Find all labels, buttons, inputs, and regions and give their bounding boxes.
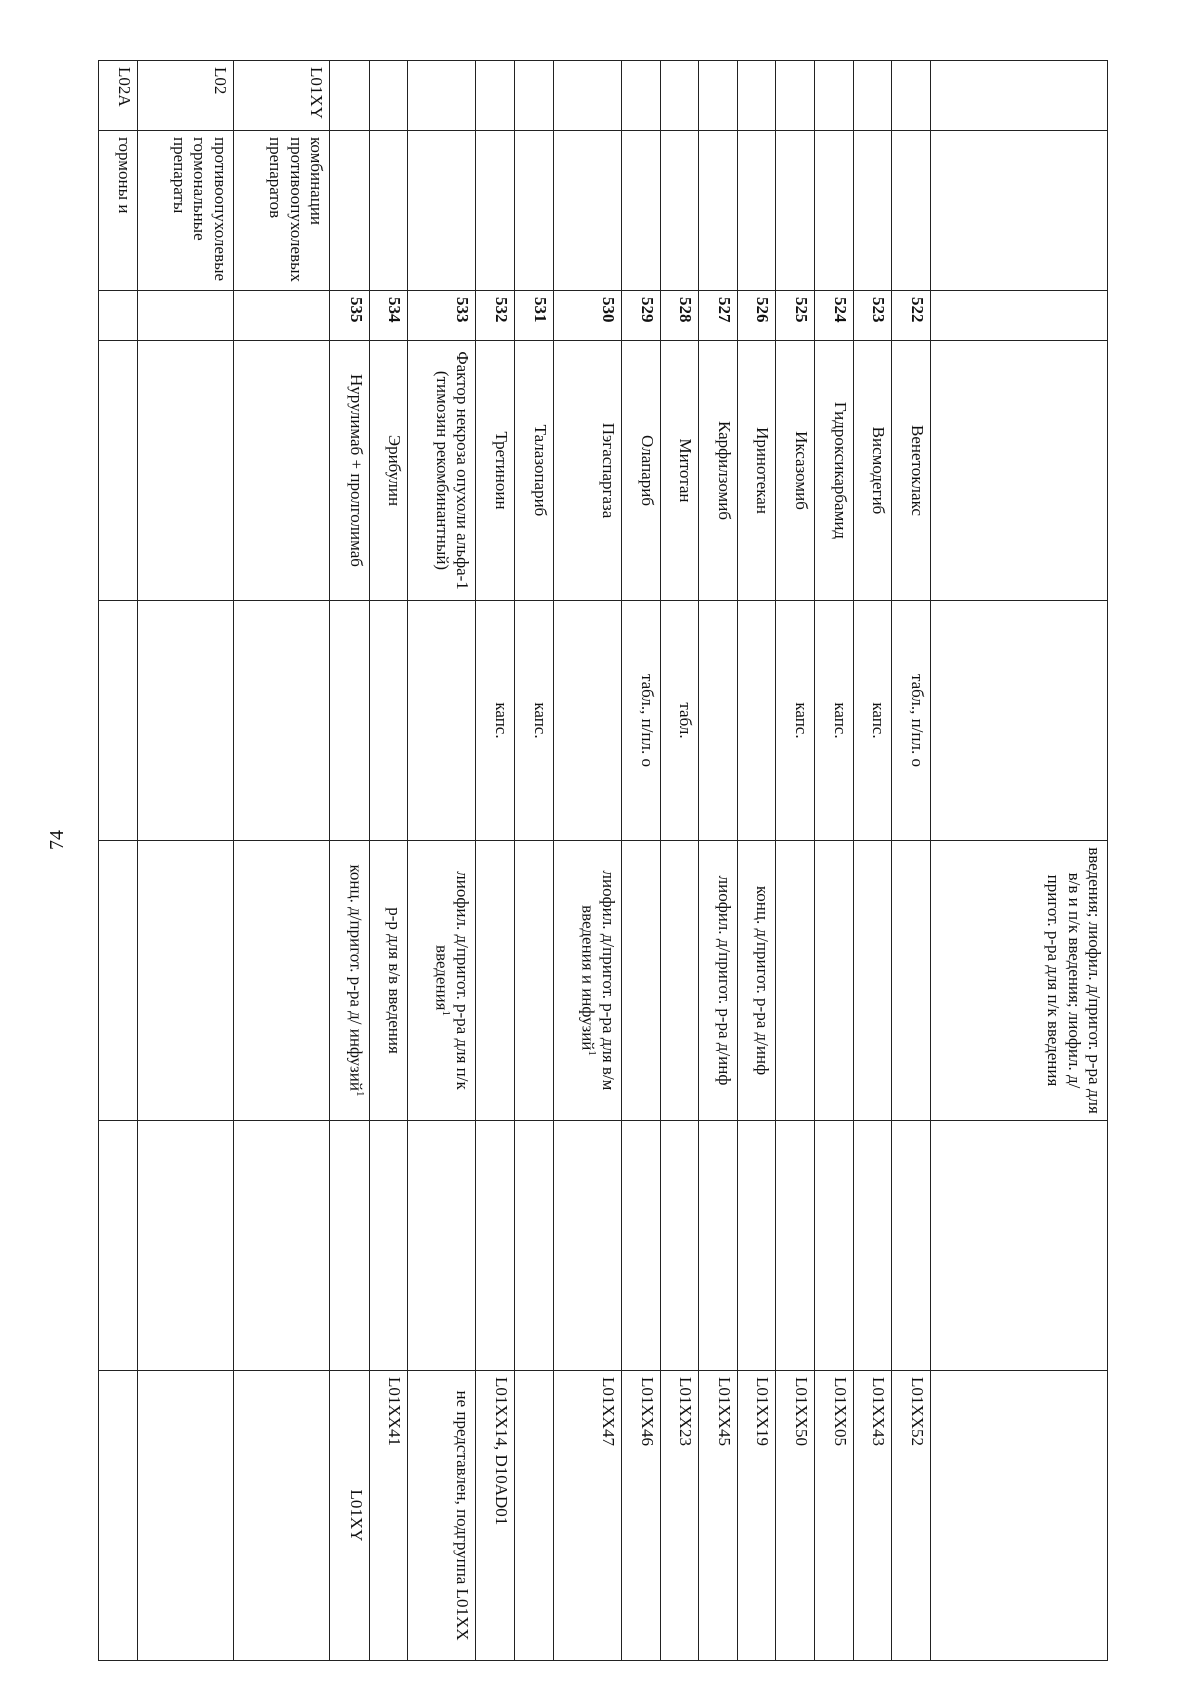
row-number: 524 — [815, 291, 854, 341]
injection-form-cell — [622, 841, 661, 1121]
row-number: 525 — [776, 291, 815, 341]
drug-name: Иринотекан — [737, 341, 776, 601]
drug-name: Иксазомиб — [776, 341, 815, 601]
row-number: 532 — [476, 291, 515, 341]
table-row — [515, 61, 554, 1661]
atc-code: L01XX43 — [853, 1371, 892, 1661]
oral-form-cell: капс. — [853, 601, 892, 841]
table-row — [776, 61, 815, 1661]
drug-name: Фактор некроза опухоли альфа-1 (тимозин рекомбинантный) — [408, 341, 476, 601]
drug-name: Эрибулин — [369, 341, 408, 601]
oral-form-cell: капс. — [476, 601, 515, 841]
drug-name: Третиноин — [476, 341, 515, 601]
oral-form-cell — [329, 601, 369, 841]
injection-form-cell — [815, 841, 854, 1121]
oral-form-cell: капс. — [776, 601, 815, 841]
table-row — [699, 61, 738, 1661]
injection-form-cell — [853, 841, 892, 1121]
oral-form-cell — [699, 601, 738, 841]
oral-form-cell: табл., п/пл. о — [892, 601, 931, 841]
atc-code: L01XX41 — [369, 1371, 408, 1661]
oral-form-cell — [737, 601, 776, 841]
table-row — [476, 61, 515, 1661]
atc-code: L01XX50 — [776, 1371, 815, 1661]
table-row — [408, 61, 476, 1661]
atc-code: L01XX47 — [553, 1371, 621, 1661]
row-number: 527 — [699, 291, 738, 341]
injection-form-cell — [660, 841, 699, 1121]
row-number: 535 — [329, 291, 369, 341]
drug-name: Венетоклакс — [892, 341, 931, 601]
table-row — [660, 61, 699, 1661]
group-atc: L01XY — [233, 61, 329, 131]
injection-form-cell: введения; лиофил. д/пригот. р-ра для в/в и п/к введения; лиофил. д/пригот. р-ра для п/к введения — [931, 841, 1108, 1121]
table-row-group — [99, 61, 138, 1661]
injection-form-cell — [553, 841, 621, 1121]
drug-name: Висмодегиб — [853, 341, 892, 601]
atc-code: L01XX46 — [622, 1371, 661, 1661]
injection-form-text: лиофил. д/пригот. р-ра для п/к введения — [432, 871, 473, 1090]
atc-code: не представлен, подгруппа L01XX — [408, 1371, 476, 1661]
row-number: 533 — [408, 291, 476, 341]
group-name: комбинации противоопухолевых препаратов — [233, 131, 329, 291]
injection-form-cell — [476, 841, 515, 1121]
group-atc: L02 — [137, 61, 233, 131]
oral-form-cell — [408, 601, 476, 841]
row-number: 534 — [369, 291, 408, 341]
row-number: 530 — [553, 291, 621, 341]
drug-name: Пэгаспаргаза — [553, 341, 621, 601]
table-row — [622, 61, 661, 1661]
footnote-mark: 1 — [353, 1090, 366, 1097]
table-row — [329, 61, 369, 1661]
atc-code: L01XX05 — [815, 1371, 854, 1661]
footnote-mark: 1 — [440, 1010, 453, 1016]
table-row-continuation — [931, 61, 1108, 1661]
drug-table — [98, 60, 1108, 1661]
oral-form-cell: капс. — [815, 601, 854, 841]
oral-form-cell: табл. — [660, 601, 699, 841]
injection-form-text: конц. д/пригот. р-ра д/ инфузий — [345, 864, 365, 1091]
table-row — [853, 61, 892, 1661]
footnote-mark: 1 — [585, 1050, 598, 1056]
row-number: 526 — [737, 291, 776, 341]
injection-form-cell — [892, 841, 931, 1121]
table-row-group — [137, 61, 233, 1661]
oral-form-cell: табл., п/пл. о — [622, 601, 661, 841]
atc-code — [515, 1371, 554, 1661]
row-number: 523 — [853, 291, 892, 341]
atc-code: L01XX45 — [699, 1371, 738, 1661]
table-row — [369, 61, 408, 1661]
drug-name: Олапариб — [622, 341, 661, 601]
group-name: гормоны и — [99, 131, 138, 291]
row-number: 522 — [892, 291, 931, 341]
drug-name: Нурулимаб + пролголимаб — [329, 341, 369, 601]
drug-name: Гидроксикарбамид — [815, 341, 854, 601]
drug-name: Митотан — [660, 341, 699, 601]
oral-form-cell — [369, 601, 408, 841]
injection-form-cell: лиофил. д/пригот. р-ра д/инф — [699, 841, 738, 1121]
row-number: 528 — [660, 291, 699, 341]
atc-code: L01XX14, D10AD01 — [476, 1371, 515, 1661]
group-name: противоопухолевые гормональные препараты — [137, 131, 233, 291]
table-row — [815, 61, 854, 1661]
oral-form-cell — [553, 601, 621, 841]
rotated-table-frame — [98, 60, 1108, 1660]
injection-form-text: лиофил. д/пригот. р-ра для в/м введения и инфузий — [577, 870, 618, 1091]
drug-name: Талазопариб — [515, 341, 554, 601]
injection-form-cell — [408, 841, 476, 1121]
row-number: 531 — [515, 291, 554, 341]
table-row-group — [233, 61, 329, 1661]
atc-code: L01XX52 — [892, 1371, 931, 1661]
table-row — [553, 61, 621, 1661]
injection-form-cell: конц. д/пригот. р-ра д/инф — [737, 841, 776, 1121]
injection-form-cell: р-р для в/в введения — [369, 841, 408, 1121]
oral-form-cell: капс. — [515, 601, 554, 841]
table-row — [892, 61, 931, 1661]
table-row — [737, 61, 776, 1661]
injection-form-cell — [776, 841, 815, 1121]
group-atc: L02A — [99, 61, 138, 131]
atc-code: L01XX19 — [737, 1371, 776, 1661]
drug-name: Карфилзомиб — [699, 341, 738, 601]
injection-form-cell — [329, 841, 369, 1121]
atc-code: L01XX23 — [660, 1371, 699, 1661]
atc-code: L01XY — [329, 1371, 369, 1661]
injection-form-cell — [515, 841, 554, 1121]
row-number: 529 — [622, 291, 661, 341]
page-number: 74 — [46, 830, 68, 850]
